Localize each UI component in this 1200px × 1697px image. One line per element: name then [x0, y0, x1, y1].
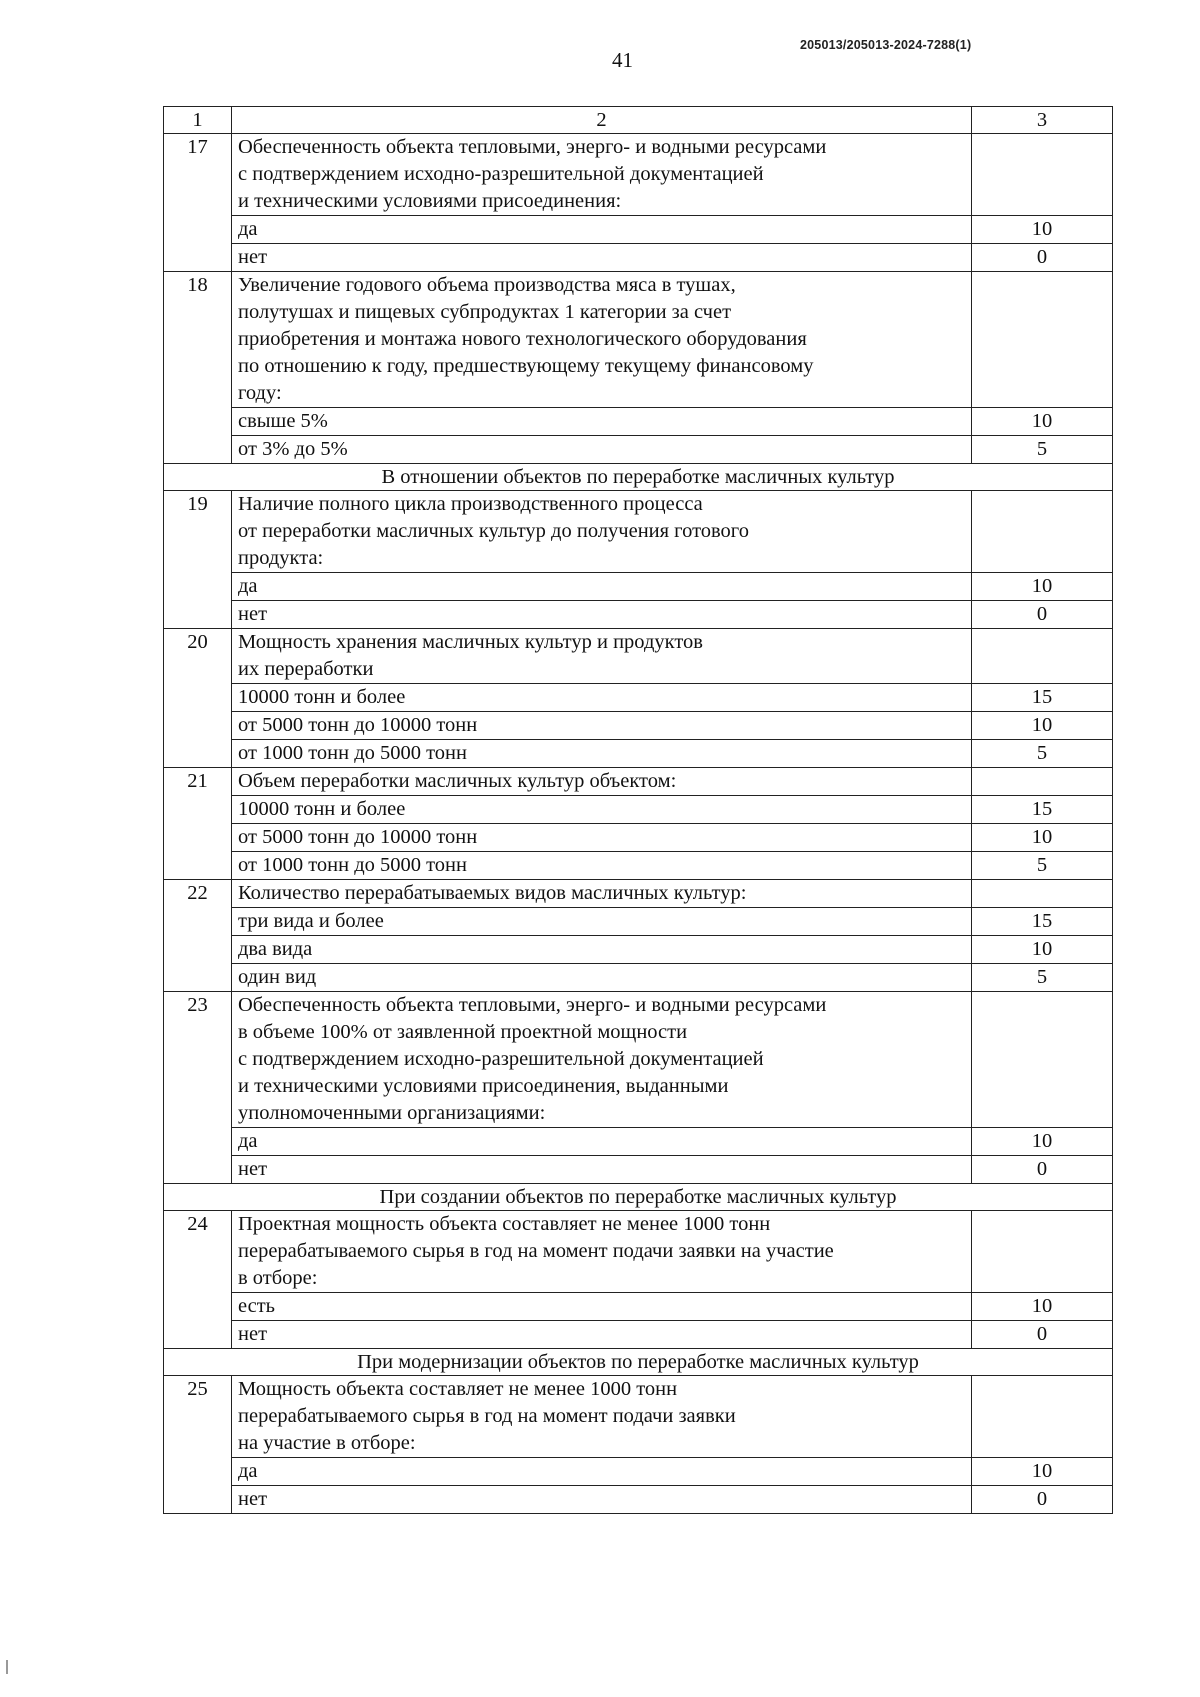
- option-row: [164, 908, 1113, 936]
- option-label: один вид: [232, 964, 972, 992]
- section-heading: В отношении объектов по переработке масличных культур: [164, 464, 1113, 491]
- option-score: 10: [972, 408, 1113, 436]
- option-row: [164, 1128, 1113, 1156]
- section-heading: При модернизации объектов по переработке масличных культур: [164, 1349, 1113, 1376]
- option-label: да: [232, 216, 972, 244]
- criterion-text: Количество перерабатываемых видов масличных культур:: [232, 880, 972, 908]
- column-header-2: 2: [232, 107, 972, 134]
- section-row: [164, 1349, 1113, 1376]
- criterion-row: [164, 992, 1113, 1128]
- criterion-score-empty: [972, 1211, 1113, 1293]
- criterion-score-empty: [972, 134, 1113, 216]
- option-score: 10: [972, 1128, 1113, 1156]
- option-row: [164, 740, 1113, 768]
- criterion-row: [164, 134, 1113, 216]
- criterion-row: [164, 1211, 1113, 1293]
- criterion-text: Обеспеченность объекта тепловыми, энерго- и водными ресурсами в объеме 100% от заявленной проектной мощности с подтверждением исходно-разрешительной документацией и техническими условиями присоединения, выданными уполномоченными организациями:: [232, 992, 972, 1128]
- option-row: [164, 684, 1113, 712]
- option-label: нет: [232, 244, 972, 272]
- criterion-score-empty: [972, 491, 1113, 573]
- option-score: 10: [972, 573, 1113, 601]
- option-score: 10: [972, 824, 1113, 852]
- option-row: [164, 1321, 1113, 1349]
- option-row: [164, 936, 1113, 964]
- option-row: [164, 436, 1113, 464]
- option-score: 5: [972, 740, 1113, 768]
- criterion-text: Мощность хранения масличных культур и продуктов их переработки: [232, 629, 972, 684]
- column-header-3: 3: [972, 107, 1113, 134]
- option-score: 15: [972, 796, 1113, 824]
- criterion-score-empty: [972, 768, 1113, 796]
- column-header-1: 1: [164, 107, 232, 134]
- criterion-score-empty: [972, 1376, 1113, 1458]
- option-score: 10: [972, 712, 1113, 740]
- criterion-score-empty: [972, 629, 1113, 684]
- criterion-score-empty: [972, 880, 1113, 908]
- option-row: [164, 796, 1113, 824]
- option-label: свыше 5%: [232, 408, 972, 436]
- criterion-row: [164, 768, 1113, 796]
- option-score: 0: [972, 1321, 1113, 1349]
- option-score: 10: [972, 1458, 1113, 1486]
- option-row: [164, 964, 1113, 992]
- option-label: от 3% до 5%: [232, 436, 972, 464]
- option-label: есть: [232, 1293, 972, 1321]
- criterion-number: 25: [164, 1376, 232, 1514]
- option-label: от 1000 тонн до 5000 тонн: [232, 740, 972, 768]
- criterion-row: [164, 1376, 1113, 1458]
- criterion-number: 20: [164, 629, 232, 768]
- option-score: 0: [972, 601, 1113, 629]
- criterion-number: 22: [164, 880, 232, 992]
- option-score: 5: [972, 852, 1113, 880]
- option-row: [164, 573, 1113, 601]
- option-label: два вида: [232, 936, 972, 964]
- option-row: [164, 1486, 1113, 1514]
- option-score: 15: [972, 908, 1113, 936]
- criterion-row: [164, 491, 1113, 573]
- option-score: 0: [972, 244, 1113, 272]
- option-row: [164, 1156, 1113, 1184]
- criterion-text: Мощность объекта составляет не менее 1000 тонн перерабатываемого сырья в год на момент подачи заявки на участие в отборе:: [232, 1376, 972, 1458]
- criteria-table: [163, 106, 1113, 1514]
- criterion-text: Наличие полного цикла производственного процесса от переработки масличных культур до получения готового продукта:: [232, 491, 972, 573]
- option-label: от 5000 тонн до 10000 тонн: [232, 712, 972, 740]
- option-row: [164, 244, 1113, 272]
- column-header-row: [164, 107, 1113, 134]
- option-score: 0: [972, 1486, 1113, 1514]
- criterion-number: 19: [164, 491, 232, 629]
- criterion-row: [164, 880, 1113, 908]
- option-row: [164, 824, 1113, 852]
- option-row: [164, 1458, 1113, 1486]
- option-row: [164, 712, 1113, 740]
- option-row: [164, 216, 1113, 244]
- option-label: нет: [232, 1321, 972, 1349]
- option-label: нет: [232, 601, 972, 629]
- option-label: да: [232, 1128, 972, 1156]
- option-score: 10: [972, 936, 1113, 964]
- criterion-text: Проектная мощность объекта составляет не менее 1000 тонн перерабатываемого сырья в год на момент подачи заявки на участие в отборе:: [232, 1211, 972, 1293]
- option-score: 0: [972, 1156, 1113, 1184]
- option-label: 10000 тонн и более: [232, 796, 972, 824]
- criterion-score-empty: [972, 272, 1113, 408]
- option-label: 10000 тонн и более: [232, 684, 972, 712]
- section-row: [164, 464, 1113, 491]
- option-score: 5: [972, 964, 1113, 992]
- criterion-number: 24: [164, 1211, 232, 1349]
- criterion-text: Обеспеченность объекта тепловыми, энерго- и водными ресурсами с подтверждением исходно-разрешительной документацией и техническими условиями присоединения:: [232, 134, 972, 216]
- option-score: 5: [972, 436, 1113, 464]
- criterion-row: [164, 629, 1113, 684]
- document-id: 205013/205013-2024-7288(1): [800, 38, 972, 52]
- option-score: 10: [972, 216, 1113, 244]
- page-number: 41: [612, 48, 633, 72]
- option-label: да: [232, 1458, 972, 1486]
- criterion-row: [164, 272, 1113, 408]
- option-score: 15: [972, 684, 1113, 712]
- option-label: от 5000 тонн до 10000 тонн: [232, 824, 972, 852]
- option-row: [164, 408, 1113, 436]
- option-label: нет: [232, 1156, 972, 1184]
- criterion-number: 17: [164, 134, 232, 272]
- criterion-number: 21: [164, 768, 232, 880]
- criterion-number: 23: [164, 992, 232, 1184]
- section-heading: При создании объектов по переработке масличных культур: [164, 1184, 1113, 1211]
- criterion-text: Объем переработки масличных культур объектом:: [232, 768, 972, 796]
- option-score: 10: [972, 1293, 1113, 1321]
- criterion-text: Увеличение годового объема производства мяса в тушах, полутушах и пищевых субпродуктах 1 категории за счет приобретения и монтажа нового технологического оборудования по отношению к году, предшествующему текущему финансовому году:: [232, 272, 972, 408]
- criteria-table-body: [164, 107, 1113, 1514]
- criterion-number: 18: [164, 272, 232, 464]
- option-row: [164, 601, 1113, 629]
- option-row: [164, 1293, 1113, 1321]
- criterion-score-empty: [972, 992, 1113, 1128]
- scan-artifact: [6, 1660, 8, 1674]
- option-label: от 1000 тонн до 5000 тонн: [232, 852, 972, 880]
- option-label: нет: [232, 1486, 972, 1514]
- section-row: [164, 1184, 1113, 1211]
- option-label: да: [232, 573, 972, 601]
- option-label: три вида и более: [232, 908, 972, 936]
- option-row: [164, 852, 1113, 880]
